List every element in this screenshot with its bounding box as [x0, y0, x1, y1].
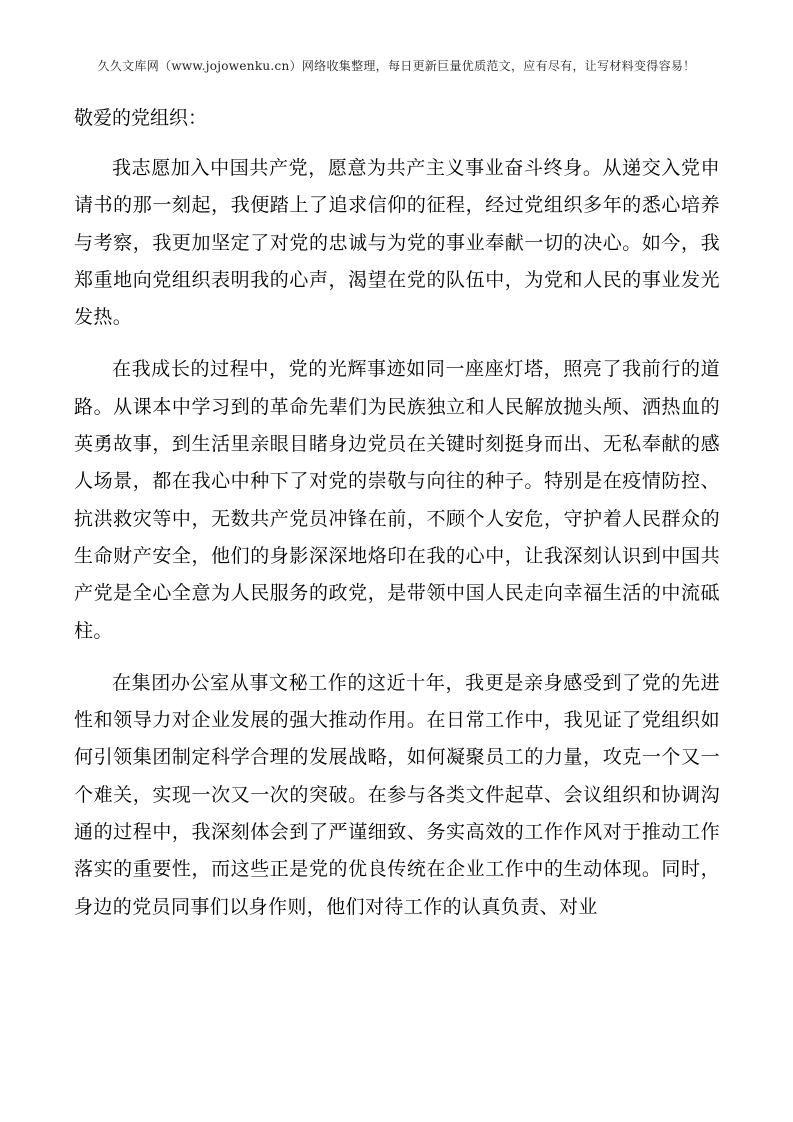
letter-body [74, 98, 720, 941]
paragraph-1: 我志愿加入中国共产党，愿意为共产主义事业奋斗终身。从递交入党申请书的那一刻起，我便踏上了追求信仰的征程，经过党组织多年的悉心培养与考察，我更加坚定了对党的忠诚与为党的事业奉献一切的决心。如今，我郑重地向党组织表明我的心声，渴望在党的队伍中，为党和人民的事业发光发热。 [74, 157, 720, 329]
paragraph-2: 在我成长的过程中，党的光辉事迹如同一座座灯塔，照亮了我前行的道路。从课本中学习到的革命先辈们为民族独立和人民解放抛头颅、洒热血的英勇故事，到生活里亲眼目睹身边党员在关键时刻挺身而出、无私奉献的感人场景，都在我心中种下了对党的崇敬与向往的种子。特别是在疫情防控、抗洪救灾等中，无数共产党员冲锋在前，不顾个人安危，守护着人民群众的生命财产安全，他们的身影深深地烙印在我的心中，让我深刻认识到中国共产党是全心全意为人民服务的政党，是带领中国人民走向幸福生活的中流砥柱。 [74, 358, 720, 642]
paragraph-3: 在集团办公室从事文秘工作的这近十年，我更是亲身感受到了党的先进性和领导力对企业发展的强大推动作用。在日常工作中，我见证了党组织如何引领集团制定科学合理的发展战略，如何凝聚员工的力量，攻克一个又一个难关，实现一次又一次的突破。在参与各类文件起草、会议组织和协调沟通的过程中，我深刻体会到了严谨细致、务实高效的工作作风对于推动工作落实的重要性，而这些正是党的优良传统在企业工作中的生动体现。同时，身边的党员同事们以身作则，他们对待工作的认真负责、对业 [74, 671, 720, 918]
header-note: 久久文库网（www.jojowenku.cn）网络收集整理，每日更新巨量优质范文，应有尽有，让写材料变得容易！ [97, 59, 696, 73]
salutation: 敬爱的党组织： [74, 107, 208, 129]
